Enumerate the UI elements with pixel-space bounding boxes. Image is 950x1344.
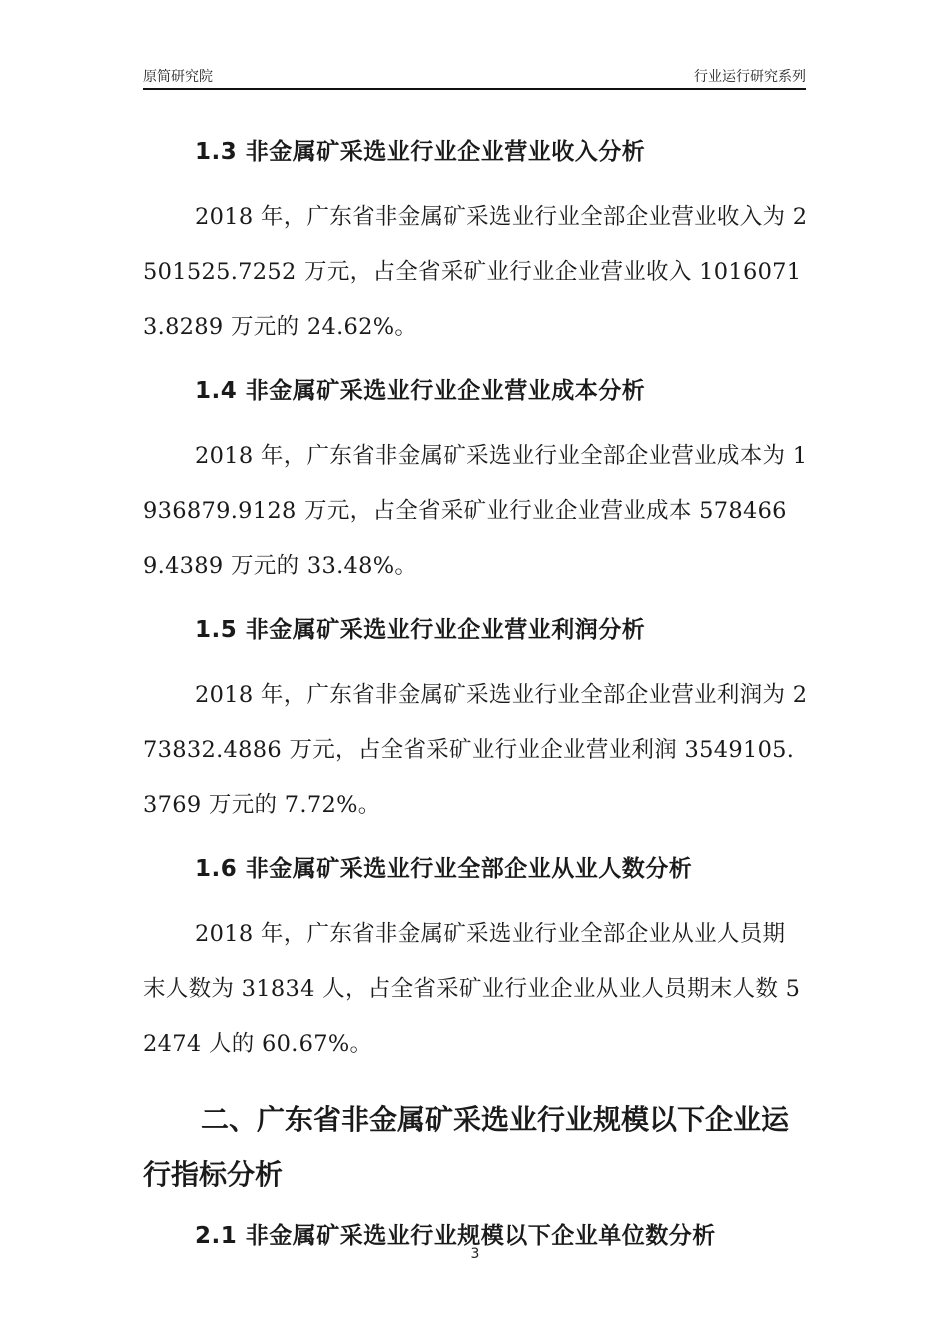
section-1-6 [143, 847, 808, 1072]
section-heading: 1.6 非金属矿采选业行业全部企业从业人数分析 [195, 856, 693, 882]
section-1-5 [143, 608, 808, 833]
section-1-4 [143, 369, 808, 594]
section-heading: 1.4 非金属矿采选业行业企业营业成本分析 [195, 378, 646, 404]
section-1-3 [143, 130, 808, 355]
header-divider [143, 88, 806, 90]
section-paragraph: 2018 年，广东省非金属矿采选业行业全部企业营业收入为 2501525.7252 万元，占全省采矿业行业企业营业收入 10160713.8289 万元的 24.62%。 [143, 204, 808, 340]
chapter-title: 二、广东省非金属矿采选业行业规模以下企业运行指标分析 [143, 1103, 790, 1191]
page-header [143, 66, 806, 88]
section-heading: 1.3 非金属矿采选业行业企业营业收入分析 [195, 139, 646, 165]
header-org-name: 原简研究院 [143, 69, 213, 85]
header-series-name: 行业运行研究系列 [694, 69, 806, 85]
section-paragraph: 2018 年，广东省非金属矿采选业行业全部企业从业人员期末人数为 31834 人，占全省采矿业行业企业从业人员期末人数 52474 人的 60.67%。 [143, 921, 801, 1057]
section-paragraph: 2018 年，广东省非金属矿采选业行业全部企业营业成本为 1936879.9128 万元，占全省采矿业行业企业营业成本 5784669.4389 万元的 33.48%。 [143, 443, 808, 579]
page-number: 3 [470, 1246, 480, 1262]
page-body [143, 130, 808, 1258]
subsection-heading: 2.1 非金属矿采选业行业规模以下企业单位数分析 [195, 1223, 716, 1249]
section-heading: 1.5 非金属矿采选业行业企业营业利润分析 [195, 617, 646, 643]
section-paragraph: 2018 年，广东省非金属矿采选业行业全部企业营业利润为 273832.4886 万元，占全省采矿业行业企业营业利润 3549105.3769 万元的 7.72%。 [143, 682, 808, 818]
